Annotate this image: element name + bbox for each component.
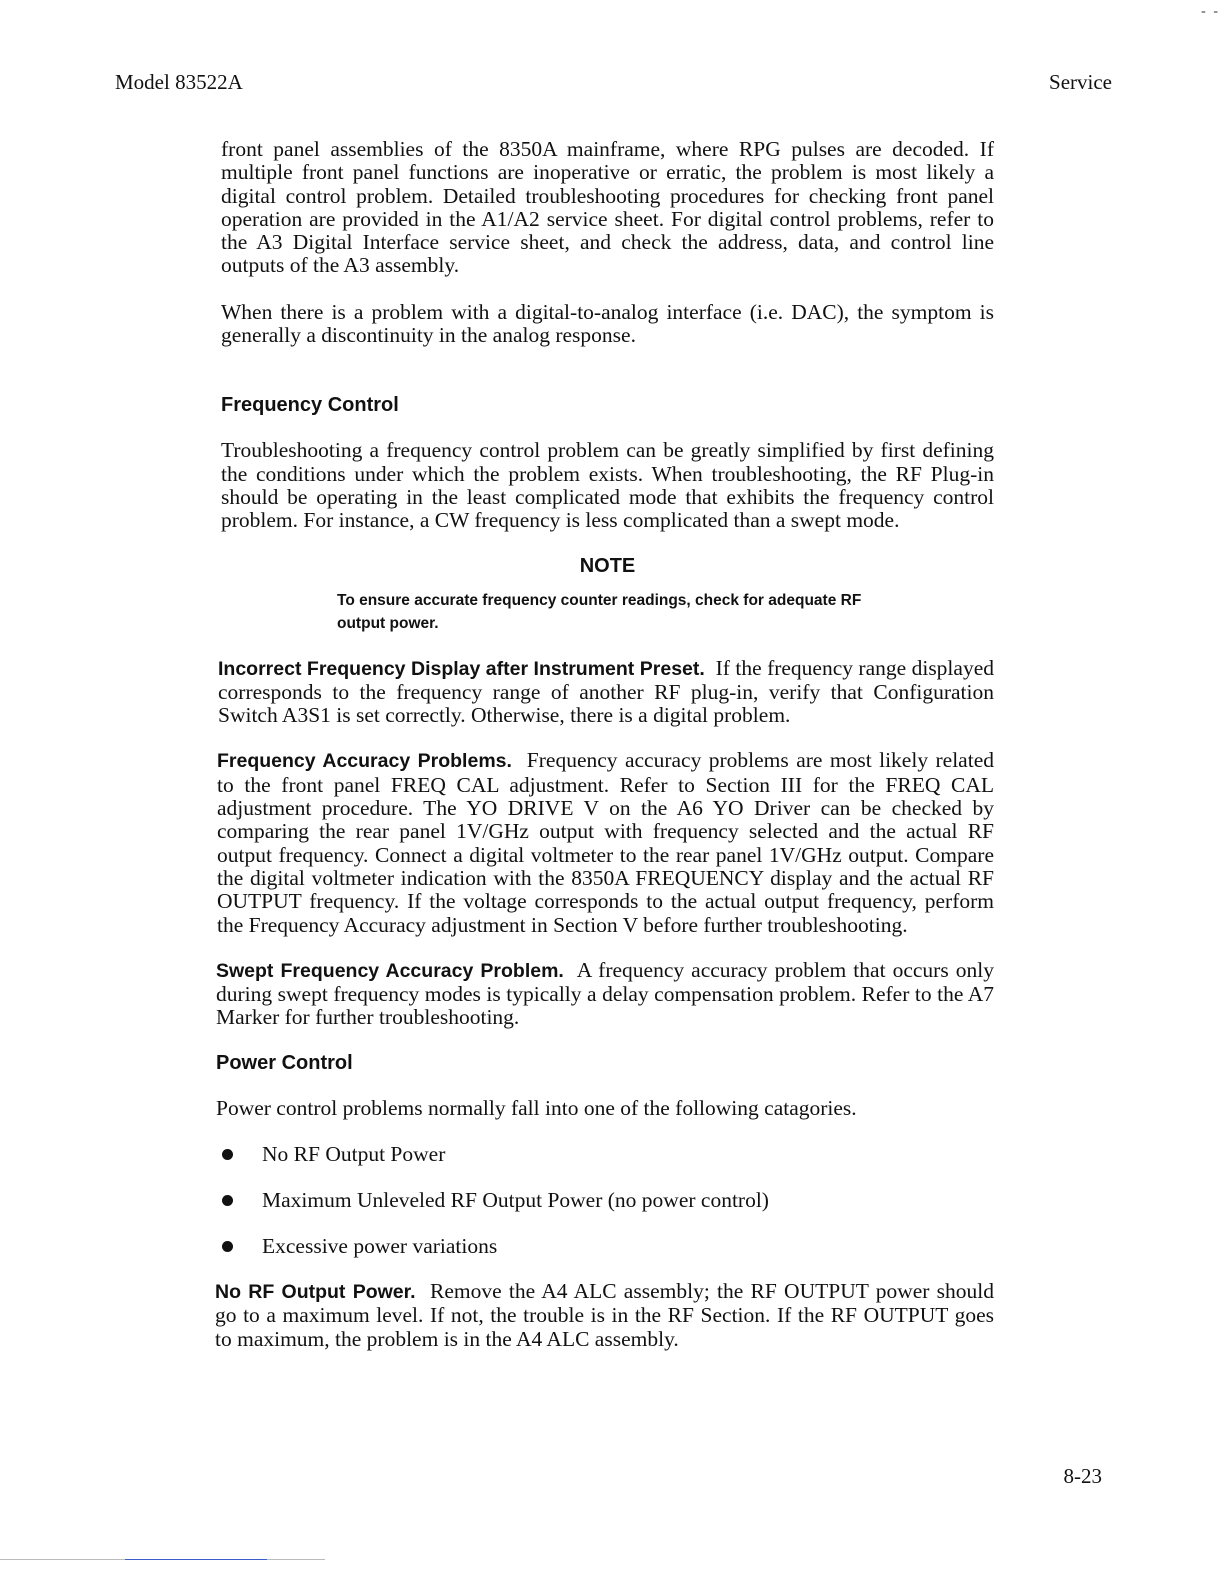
power-problem-list xyxy=(216,1142,994,1258)
paragraph-power-control: Power control problems normally fall into one of the following catagories. xyxy=(216,1095,857,1120)
text-swept: A frequency accuracy problem that occurs only during swept frequency modes is typically a delay compensation problem. Refer to the A7 Marker for further troubleshooting. xyxy=(216,957,994,1030)
scan-edge-line-blue xyxy=(125,1559,267,1560)
page-content xyxy=(215,137,995,1351)
paragraph-incorrect-display xyxy=(218,657,994,728)
paragraph-dac: When there is a problem with a digital-to-analog interface (i.e. DAC), the symptom is generally a discontinuity in the analog response. xyxy=(221,299,994,348)
list-item: Excessive power variations xyxy=(216,1234,994,1258)
text-no-rf: Remove the A4 ALC assembly; the RF OUTPUT power should go to a maximum level. If not, the trouble is in the RF Section. If the RF OUTPUT goes to maximum, the problem is in the A4 ALC assembly. xyxy=(215,1279,995,1351)
paragraph-frequency-control: Troubleshooting a frequency control problem can be greatly simplified by first defining the conditions under which the problem exists. When troubleshooting, the RF Plug-in should be operating in the least complicated mode that exhibits the frequency control problem. For instance, a CW frequency is less complicated than a swept mode. xyxy=(221,438,994,533)
runin-incorrect-display: Incorrect Frequency Display after Instrument Preset. xyxy=(218,657,705,680)
list-item: No RF Output Power xyxy=(216,1142,994,1166)
text-accuracy: Frequency accuracy problems are most likely related to the front panel FREQ CAL adjustment. Refer to Section III for the FREQ CAL adjustment procedure. The YO DRIVE V on the A6 YO Driver can be checked by comparing the rear panel 1V/GHz output with frequency selected and the actual RF output frequency. Connect a digital voltmeter to the rear panel 1V/GHz output. Compare the digital voltmeter indication with the 8350A FREQUENCY display and the actual RF OUTPUT frequency. If the voltage corresponds to the actual output frequency, perform the Frequency Accuracy adjustment in Section V before further troubleshooting. xyxy=(217,748,994,937)
paragraph-accuracy xyxy=(217,749,994,936)
note-text: To ensure accurate frequency counter readings, check for adequate RF output power. xyxy=(337,591,862,632)
bullet-icon xyxy=(222,1195,233,1206)
bullet-icon xyxy=(222,1241,233,1252)
heading-power-control: Power Control xyxy=(216,1051,353,1074)
runin-accuracy: Frequency Accuracy Problems. xyxy=(217,750,512,773)
list-item: Maximum Unleveled RF Output Power (no power control) xyxy=(216,1188,994,1212)
runin-swept: Swept Frequency Accuracy Problem. xyxy=(216,959,564,982)
paragraph-no-rf xyxy=(215,1280,994,1351)
header-section: Service xyxy=(1049,70,1112,94)
paragraph-swept xyxy=(216,959,994,1030)
note-title: NOTE xyxy=(579,554,636,577)
heading-frequency-control: Frequency Control xyxy=(221,394,399,417)
paragraph-front-panel: front panel assemblies of the 8350A mainframe, where RPG pulses are decoded. If multiple front panel functions are inoperative or erratic, the problem is most likely a digital control problem. Detailed troubleshooting procedures for checking front panel operation are provided in the A1/A2 service sheet. For digital control problems, refer to the A3 Digital Interface service sheet, and check the address, data, and control line outputs of the A3 assembly. xyxy=(221,137,994,278)
bullet-icon xyxy=(222,1149,233,1160)
text-incorrect-display: If the frequency range displayed corresponds to the frequency range of another RF plug-in, verify that Configuration Switch A3S1 is set correctly. Otherwise, there is a digital problem. xyxy=(218,655,994,728)
corner-mark: - - xyxy=(1201,4,1220,19)
runin-no-rf: No RF Output Power. xyxy=(215,1281,416,1304)
header-model: Model 83522A xyxy=(115,70,243,94)
page-number: 8-23 xyxy=(1063,1464,1102,1488)
